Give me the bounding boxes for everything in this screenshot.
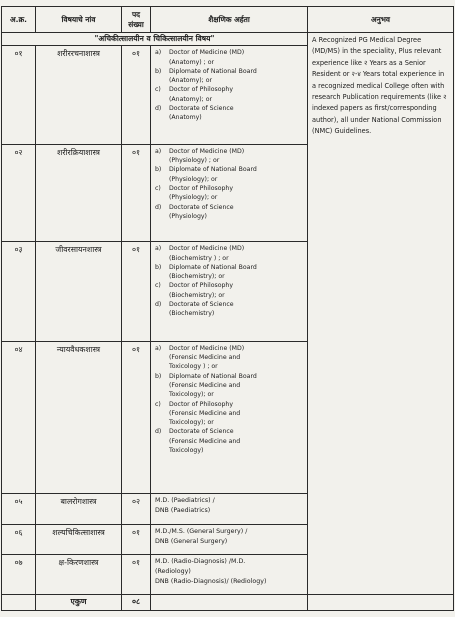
qualification-marker: d) <box>155 104 162 112</box>
qualification-subject: (Forensic Medicine and <box>169 354 241 362</box>
experience-text: A Recognized PG Medical Degree (MD/MS) in the speciality, Plus relevant experience like २ Years as a Senior Resident or २-४ Years total experience in a recognized medical College often with research Publication requirements (like २ indexed papers as first/corresponding author), all under National Commission (NMC) Guidelines. <box>308 33 454 595</box>
qualification-subject: (Biochemistry ) ; or <box>169 254 229 262</box>
row-serial: ०१ <box>2 46 36 145</box>
row-serial: ०३ <box>2 242 36 342</box>
category-heading: "अचिकीत्सालयीन व चिकित्सालयीन विषय" <box>2 33 308 46</box>
qualification-item <box>155 184 304 193</box>
qualification-degree: Doctorate of Science <box>169 428 234 436</box>
qualification-item <box>155 203 304 212</box>
qualification-item <box>155 300 304 309</box>
row-serial: ०६ <box>2 524 36 554</box>
qualification-line: M.D./M.S. (General Surgery) / <box>155 527 248 535</box>
qualification-degree: Doctor of Medicine (MD) <box>169 245 245 253</box>
header-subject: विषयाचे नांव <box>36 7 122 33</box>
qualification-item <box>155 165 304 174</box>
header-experience: अनुभव <box>308 7 454 33</box>
qualification-marker: a) <box>155 147 162 155</box>
row-post-count: ०१ <box>122 555 151 595</box>
header-qualification: शैक्षणिक अर्हता <box>151 7 308 33</box>
row-serial: ०७ <box>2 555 36 595</box>
qualification-line: (Rediology) <box>155 568 191 576</box>
row-subject: बालरोगशास्त्र <box>36 494 122 524</box>
qualification-item <box>155 281 304 290</box>
header-row <box>2 7 454 33</box>
total-blank-cell <box>2 594 36 610</box>
qualification-line: DNB (Paediatrics) <box>155 507 211 515</box>
qualification-item <box>155 427 304 436</box>
qualification-marker: a) <box>155 245 162 253</box>
total-qual-blank <box>151 594 308 610</box>
row-subject: जीवरसायनशास्त्र <box>36 242 122 342</box>
qualification-line: M.D. (Paediatrics) / <box>155 497 215 505</box>
row-post-count: ०२ <box>122 494 151 524</box>
qualification-marker: c) <box>155 184 161 192</box>
qualification-subject: (Physiology); or <box>169 175 218 183</box>
qualification-subject: (Biochemistry) <box>169 310 215 318</box>
qualification-item <box>155 147 304 156</box>
row-serial: ०४ <box>2 341 36 493</box>
row-post-count: ०१ <box>122 524 151 554</box>
row-qualification <box>151 341 308 493</box>
header-sr: अ.क्र. <box>2 7 36 33</box>
row-qualification <box>151 524 308 554</box>
row-post-count: ०१ <box>122 341 151 493</box>
qualification-subject: Toxicology); or <box>169 391 214 399</box>
total-value: ०८ <box>122 594 151 610</box>
qualification-degree: Doctor of Medicine (MD) <box>169 147 245 155</box>
qualification-degree: Doctor of Philosophy <box>169 184 234 192</box>
qualification-item <box>155 48 304 57</box>
total-exp-blank <box>308 594 454 610</box>
total-row <box>2 594 454 610</box>
qualification-line: DNB (Radio-Diagnosis)/ (Rediology) <box>155 578 267 586</box>
qualification-item <box>155 372 304 381</box>
row-subject: शरीरक्रियाशास्त्र <box>36 144 122 242</box>
qualification-subject: (Physiology); or <box>169 194 218 202</box>
qualification-marker: b) <box>155 166 162 174</box>
category-row <box>2 33 454 46</box>
qualification-marker: d) <box>155 301 162 309</box>
qualification-item <box>155 85 304 94</box>
qualification-item <box>155 344 304 353</box>
qualification-line: M.D. (Radio-Diagnosis) /M.D. <box>155 558 246 566</box>
header-posts <box>122 7 151 33</box>
row-qualification <box>151 555 308 595</box>
qualification-line: DNB (General Surgery) <box>155 537 228 545</box>
qualification-item <box>155 104 304 113</box>
qualification-subject: (Anatomy) ; or <box>169 58 215 66</box>
qualification-marker: d) <box>155 203 162 211</box>
row-subject: क्ष-किरणशास्त्र <box>36 555 122 595</box>
row-post-count: ०१ <box>122 242 151 342</box>
qualification-subject: (Anatomy); or <box>169 95 213 103</box>
header-posts-line1: पद <box>131 9 141 19</box>
qualification-subject: Toxicology); or <box>169 419 214 427</box>
qualification-degree: Diplomate of National Board <box>169 372 257 380</box>
row-qualification <box>151 144 308 242</box>
qualification-marker: c) <box>155 400 161 408</box>
qualification-subject: (Anatomy) <box>169 114 202 122</box>
qualification-item <box>155 67 304 76</box>
row-qualification <box>151 494 308 524</box>
qualification-marker: d) <box>155 428 162 436</box>
qualification-marker: c) <box>155 86 161 94</box>
row-subject: न्यायवैधकशास्त्र <box>36 341 122 493</box>
total-label: एकुण <box>36 594 122 610</box>
row-serial: ०५ <box>2 494 36 524</box>
qualification-degree: Doctor of Philosophy <box>169 86 234 94</box>
row-post-count: ०१ <box>122 144 151 242</box>
qualification-subject: (Forensic Medicine and <box>169 381 241 389</box>
qualification-degree: Doctorate of Science <box>169 104 234 112</box>
row-subject: शरीररचनाशास्त्र <box>36 46 122 145</box>
qualification-item <box>155 400 304 409</box>
qualification-marker: c) <box>155 282 161 290</box>
qualification-marker: a) <box>155 344 162 352</box>
qualification-subject: (Biochemistry); or <box>169 273 225 281</box>
row-qualification <box>151 242 308 342</box>
qualification-subject: (Biochemistry); or <box>169 291 225 299</box>
qualification-degree: Doctor of Medicine (MD) <box>169 344 245 352</box>
qualification-degree: Doctor of Philosophy <box>169 282 234 290</box>
qualification-marker: b) <box>155 67 162 75</box>
qualification-marker: b) <box>155 372 162 380</box>
row-serial: ०२ <box>2 144 36 242</box>
qualification-degree: Doctorate of Science <box>169 301 234 309</box>
qualification-subject: (Physiology) <box>169 212 207 220</box>
row-subject: शल्यचिकित्साशास्त्र <box>36 524 122 554</box>
qualification-marker: b) <box>155 263 162 271</box>
qualification-degree: Diplomate of National Board <box>169 166 257 174</box>
qualification-subject: (Forensic Medicine and <box>169 409 241 417</box>
qualification-degree: Diplomate of National Board <box>169 263 257 271</box>
qualification-subject: (Forensic Medicine and <box>169 437 241 445</box>
qualification-degree: Doctor of Medicine (MD) <box>169 49 245 57</box>
header-posts-line2: संख्या <box>128 19 144 29</box>
qualification-item <box>155 263 304 272</box>
qualification-subject: Toxicology ) ; or <box>169 363 218 371</box>
qualification-subject: (Anatomy); or <box>169 77 213 85</box>
qualification-degree: Doctor of Philosophy <box>169 400 234 408</box>
qualification-item <box>155 244 304 253</box>
qualification-degree: Doctorate of Science <box>169 203 234 211</box>
qualification-marker: a) <box>155 49 162 57</box>
posts-table <box>1 6 454 611</box>
qualification-subject: Toxicology) <box>169 447 204 455</box>
qualification-subject: (Physiology) ; or <box>169 157 220 165</box>
row-post-count: ०१ <box>122 46 151 145</box>
qualification-degree: Diplomate of National Board <box>169 67 257 75</box>
row-qualification <box>151 46 308 145</box>
